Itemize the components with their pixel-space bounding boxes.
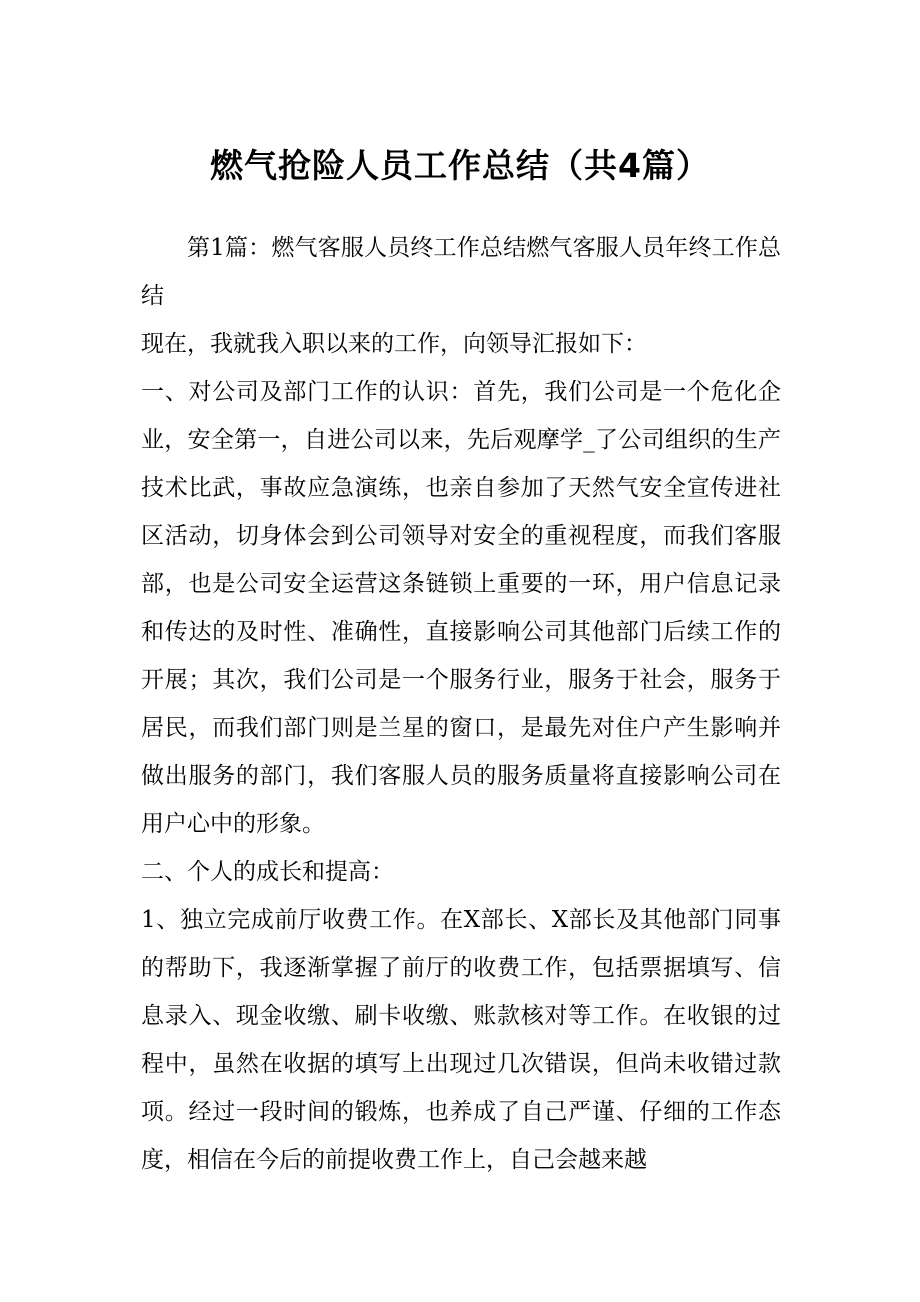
paragraph-front-desk: 1、独立完成前厅收费工作。在X部长、X部长及其他部门同事的帮助下，我逐渐掌握了前厅的收费工作，包括票据填写、信息录入、现金收缴、刷卡收缴、账款核对等工作。在收银的过程中，虽然在收据的填写上出现过几次错误，但尚未收错过款项。经过一段时间的锻炼，也养成了自己严谨、仔细的工作态度，相信在今后的前提收费工作上，自己会越来越 bbox=[141, 907, 781, 1173]
paragraph-growth-heading: 二、个人的成长和提高： bbox=[141, 859, 394, 885]
document-body bbox=[141, 224, 781, 1184]
document-title: 燃气抢险人员工作总结（共4篇） bbox=[210, 146, 710, 185]
paragraph-section-heading: 第1篇：燃气客服人员终工作总结燃气客服人员年终工作总结 bbox=[141, 235, 781, 309]
paragraph-understanding: 一、对公司及部门工作的认识：首先，我们公司是一个危化企业，安全第一，自进公司以来，先后观摩学_了公司组织的生产技术比武，事故应急演练，也亲自参加了天然气安全宣传进社区活动，切身体会到公司领导对安全的重视程度，而我们客服部，也是公司安全运营这条链锁上重要的一环，用户信息记录和传达的及时性、准确性，直接影响公司其他部门后续工作的开展；其次，我们公司是一个服务行业，服务于社会，服务于居民，而我们部门则是兰星的窗口，是最先对住户产生影响并做出服务的部门，我们客服人员的服务质量将直接影响公司在用户心中的形象。 bbox=[141, 379, 781, 837]
paragraph-intro: 现在，我就我入职以来的工作，向领导汇报如下： bbox=[141, 331, 647, 357]
